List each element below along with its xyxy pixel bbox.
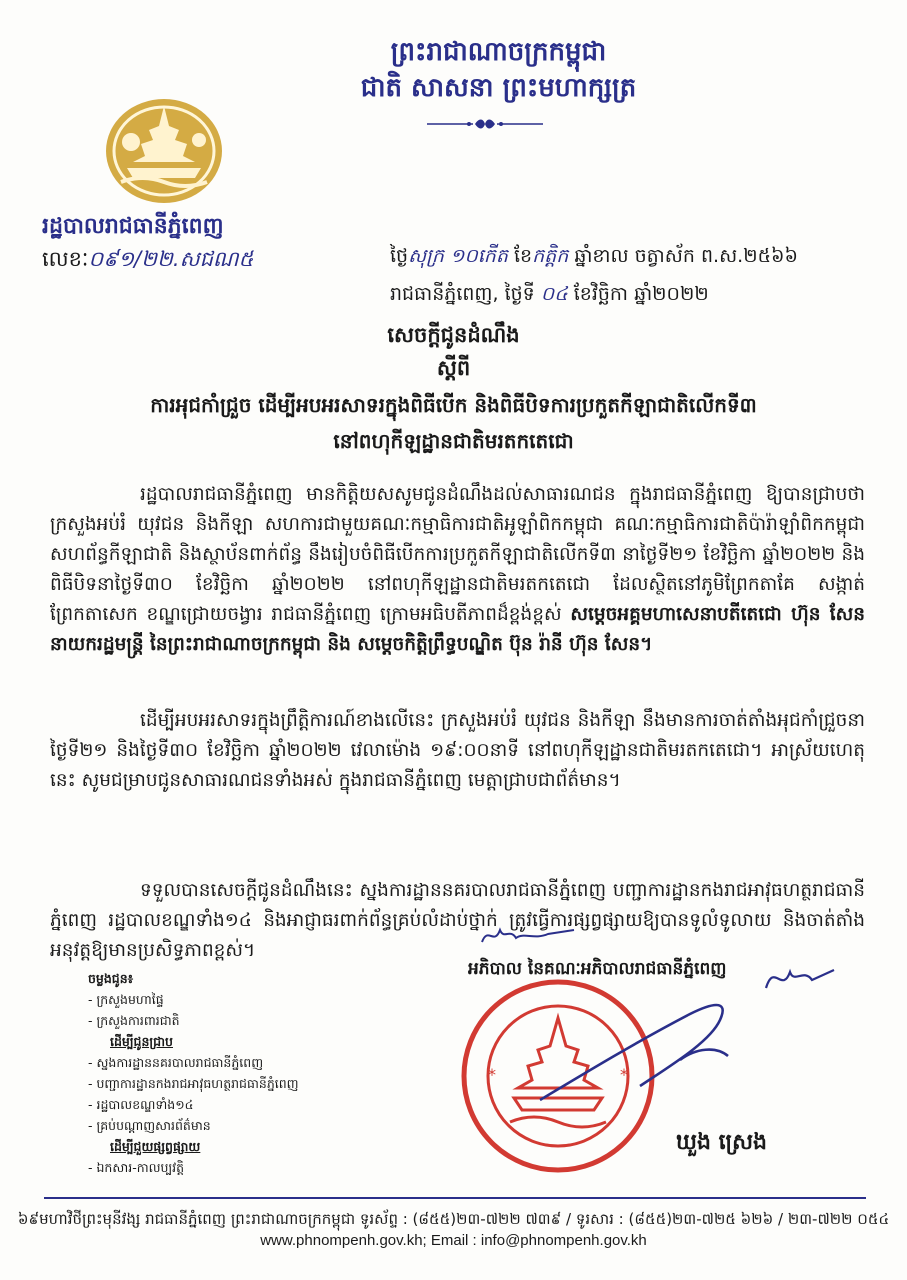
subject-line-1: ការអុជកាំជ្រួច ដើម្បីអបអរសាទរក្នុងពិធីបើក និងពិធីបិទការប្រកួតកីឡាជាតិលើកទី៣ xyxy=(150,393,757,417)
cc-purpose: ដើម្បីជួយផ្សព្វផ្សាយ xyxy=(110,1139,201,1154)
svg-text:*: * xyxy=(488,1065,496,1084)
footer-contact: www.phnompenh.gov.kh; Email : info@phnompenh.gov.kh xyxy=(260,1232,647,1249)
signer-title: អភិបាល នៃគណៈអភិបាលរាជធានីភ្នំពេញ xyxy=(468,959,727,979)
notice-title: សេចក្ដីជូនដំណឹង xyxy=(387,323,520,347)
about-label: ស្ដីពី xyxy=(436,356,471,380)
cc-item: - បញ្ជាការដ្ឋានកងរាជអាវុធហត្ថរាជធានីភ្នំពេញ xyxy=(88,1076,299,1091)
issuing-authority: រដ្ឋបាលរាជធានីភ្នំពេញ xyxy=(42,214,224,239)
lunar-date xyxy=(390,244,798,272)
phnom-penh-emblem-icon xyxy=(103,96,225,206)
cc-item: - ស្នងការដ្ឋាននគរបាលរាជធានីភ្នំពេញ xyxy=(88,1055,264,1070)
cc-item: - គ្រប់បណ្ដាញសារព័ត៌មាន xyxy=(88,1118,211,1133)
lunar-prefix: ថ្ងៃ xyxy=(390,245,409,267)
reference-value: ០៩១/២២.សជណ៥ xyxy=(88,247,254,271)
reference-label: លេខៈ xyxy=(42,247,89,271)
lunar-month-label: ខែ xyxy=(513,245,533,267)
body-paragraph-3 xyxy=(50,876,865,966)
solar-day: ០៤ xyxy=(540,283,568,305)
carbon-copy-list xyxy=(88,968,299,1178)
ornament-divider-icon xyxy=(425,116,545,132)
solar-month: ខែវិច្ឆិកា xyxy=(573,283,629,305)
body-paragraph-1 xyxy=(50,480,865,660)
cc-item: - ឯកសារ-កាលប្បវត្តិ xyxy=(88,1160,185,1175)
cc-item: - រដ្ឋបាលខណ្ឌទាំង១៤ xyxy=(88,1097,194,1112)
paragraph-2-text: ដើម្បីអបអរសាទរក្នុងព្រឹត្តិការណ៍ខាងលើនេះ ក្រសួងអប់រំ យុវជន និងកីឡា នឹងមានការចាត់តាំងអុជកាំជ្រួចនាថ្ងៃទី២១ និងថ្ងៃទី៣០ ខែវិច្ឆិកា ឆ្នាំ២០២២ វេលាម៉ោង ១៩:០០នាទី នៅពហុកីឡដ្ឋានជាតិមរតកតេជោ។ អាស្រ័យហេតុនេះ សូមជម្រាបជូនសាធារណជនទាំងអស់ ក្នុងរាជធានីភ្នំពេញ មេត្តាជ្រាបជាព័ត៌មាន។ xyxy=(50,710,865,791)
paragraph-1-honorifics: សម្ដេចអគ្គមហាសេនាបតីតេជោ ហ៊ុន សែន នាយករដ្ឋមន្ត្រី នៃព្រះរាជាណាចក្រកម្ពុជា និង សម្ដេចកិត្តិព្រឹទ្ធបណ្ឌិត ប៊ុន រ៉ានី ហ៊ុន សែន។ xyxy=(50,604,865,655)
footer-address: ៦៩មហាវិថីព្រះមុនីវង្ស រាជធានីភ្នំពេញ ព្រះរាជាណាចក្រកម្ពុជា ទូរស័ព្ទ : (៨៥៥)២៣-៧២២ ៧៣៩ / ទូរសារ : (៨៥៥)២៣-៧២៥ ៦២៦ / ២៣-៧២២ ០៥៤ xyxy=(17,1210,890,1228)
solar-prefix: រាជធានីភ្នំពេញ, ថ្ងៃទី xyxy=(390,283,535,305)
lunar-year: ឆ្នាំខាល ចត្វាស័ក ព.ស.២៥៦៦ xyxy=(574,245,798,267)
initial-scribble-icon xyxy=(478,920,578,950)
subject-line-2: នៅពហុកីឡដ្ឋានជាតិមរតកតេជោ xyxy=(333,429,574,453)
solar-date xyxy=(390,282,709,310)
lunar-month: កត្តិក xyxy=(532,245,569,267)
paragraph-3-text: ទទួលបានសេចក្ដីជូនដំណឹងនេះ ស្នងការដ្ឋាននគរបាលរាជធានីភ្នំពេញ បញ្ជាការដ្ឋានកងរាជអាវុធហត្ថរាជធានីភ្នំពេញ រដ្ឋបាលខណ្ឌទាំង១៤ និងអាជ្ញាធរពាក់ព័ន្ធគ្រប់លំដាប់ថ្នាក់ ត្រូវធ្វើការផ្សព្វផ្សាយឱ្យបានទូលំទូលាយ និងចាត់តាំងអនុវត្តឱ្យមានប្រសិទ្ធភាពខ្ពស់។ xyxy=(50,880,865,961)
handwritten-signature-icon xyxy=(520,990,780,1110)
cc-item: - ក្រសួងការពារជាតិ xyxy=(88,1013,180,1028)
signer-name: ឃួង ស្រេង xyxy=(676,1130,768,1155)
body-paragraph-2 xyxy=(50,706,865,796)
svg-text:*: * xyxy=(620,1065,628,1084)
cc-heading: ចម្លងជូន៖ xyxy=(88,971,134,986)
lunar-day: សុក្រ ១០កើត xyxy=(408,245,508,267)
reference-number xyxy=(42,246,253,277)
solar-year: ឆ្នាំ២០២២ xyxy=(634,283,709,305)
kingdom-name: ព្រះរាជាណាចក្រកម្ពុជា xyxy=(390,37,607,67)
cc-item: - ក្រសួងមហាផ្ទៃ xyxy=(88,992,164,1007)
national-motto: ជាតិ សាសនា ព្រះមហាក្សត្រ xyxy=(360,73,637,103)
paragraph-1-text: រដ្ឋបាលរាជធានីភ្នំពេញ មានកិត្តិយសសូមជូនដំណឹងដល់សាធារណជន ក្នុងរាជធានីភ្នំពេញ ឱ្យបានជ្រាបថា ក្រសួងអប់រំ យុវជន និងកីឡា សហការជាមួយគណៈកម្មាធិការជាតិអូឡាំពិកកម្ពុជា គណៈកម្មាធិការជាតិប៉ារ៉ាឡាំពិកកម្ពុជា សហព័ន្ធកីឡាជាតិ និងស្ថាប័នពាក់ព័ន្ធ នឹងរៀបចំពិធីបើកការប្រកួតកីឡាជាតិលើកទី៣ នាថ្ងៃទី២១ ខែវិច្ឆិកា ឆ្នាំ២០២២ និងពិធីបិទនាថ្ងៃទី៣០ ខែវិច្ឆិកា ឆ្នាំ២០២២ នៅពហុកីឡដ្ឋានជាតិមរតកតេជោ ដែលស្ថិតនៅភូមិព្រែកតាគែ សង្កាត់ព្រែកតាសេក ខណ្ឌជ្រោយចង្វារ រាជធានីភ្នំពេញ ក្រោមអធិបតីភាពដ៏ខ្ពង់ខ្ពស់ xyxy=(50,484,865,625)
cc-purpose: ដើម្បីជូនជ្រាប xyxy=(110,1034,173,1049)
footer-divider xyxy=(44,1197,866,1199)
